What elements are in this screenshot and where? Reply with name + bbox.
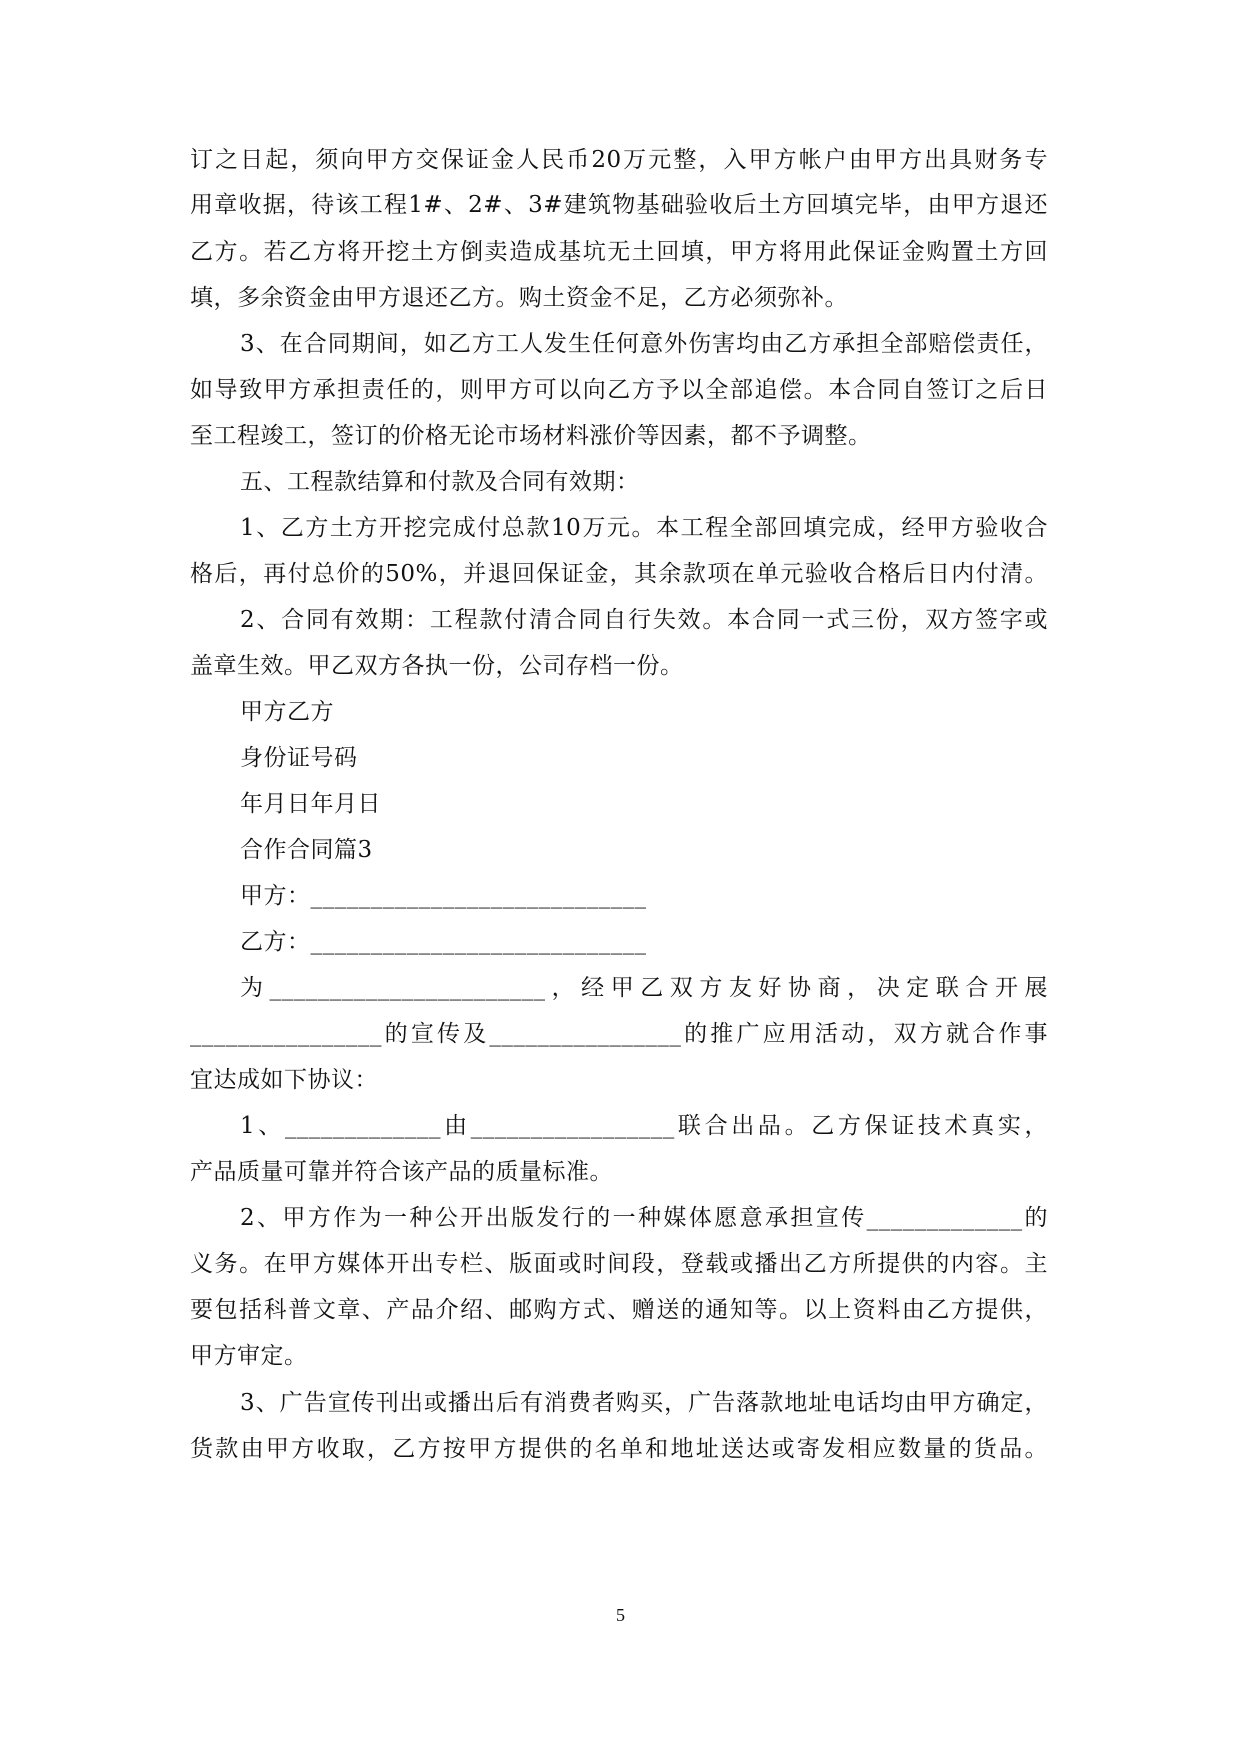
text-line: 为_______________________，经甲乙双方友好协商，决定联合开展 xyxy=(240,975,1048,1001)
text-line: 3、广告宣传刊出或播出后有消费者购买，广告落款地址电话均由甲方确定， xyxy=(240,1390,1048,1416)
text-line: 填，多余资金由甲方退还乙方。购土资金不足，乙方必须弥补。 xyxy=(190,285,848,311)
text-line: 义务。在甲方媒体开出专栏、版面或时间段，登载或播出乙方所提供的内容。主 xyxy=(190,1251,1048,1277)
text-line: 货款由甲方收取，乙方按甲方提供的名单和地址送达或寄发相应数量的货品。 xyxy=(190,1436,1048,1462)
party-a-line: 甲方：____________________________ xyxy=(240,883,647,909)
text-line: 格后，再付总价的50%，并退回保证金，其余款项在单元验收合格后日内付清。 xyxy=(190,561,1048,587)
text-line: 1、_____________由_________________联合出品。乙方保证技术真实， xyxy=(240,1113,1048,1139)
text-line: 3、在合同期间，如乙方工人发生任何意外伤害均由乙方承担全部赔偿责任， xyxy=(240,331,1048,357)
text-line: 用章收据，待该工程1#、2#、3#建筑物基础验收后土方回填完毕，由甲方退还 xyxy=(190,192,1048,218)
party-b-line: 乙方：____________________________ xyxy=(240,929,647,955)
text-line: ________________的宣传及________________的推广应用活动，双方就合作事 xyxy=(190,1021,1048,1047)
text-line: 2、甲方作为一种公开出版发行的一种媒体愿意承担宣传_____________的 xyxy=(240,1205,1048,1231)
text-line: 至工程竣工，签订的价格无论市场材料涨价等因素，都不予调整。 xyxy=(190,423,872,449)
date-label: 年月日年月日 xyxy=(240,791,381,817)
text-line: 订之日起，须向甲方交保证金人民币20万元整，入甲方帐户由甲方出具财务专 xyxy=(190,147,1048,173)
text-line: 宜达成如下协议： xyxy=(190,1067,378,1093)
page-number: 5 xyxy=(616,1605,625,1625)
text-line: 甲方审定。 xyxy=(190,1343,308,1369)
text-line: 1、乙方土方开挖完成付总款10万元。本工程全部回填完成，经甲方验收合 xyxy=(240,515,1048,541)
text-line: 如导致甲方承担责任的，则甲方可以向乙方予以全部追偿。本合同自签订之后日 xyxy=(190,377,1048,403)
contract-title: 合作合同篇3 xyxy=(240,837,373,863)
text-line: 盖章生效。甲乙双方各执一份，公司存档一份。 xyxy=(190,653,684,679)
id-number-label: 身份证号码 xyxy=(240,745,358,771)
text-line: 要包括科普文章、产品介绍、邮购方式、赠送的通知等。以上资料由乙方提供， xyxy=(190,1297,1048,1323)
text-line: 乙方。若乙方将开挖土方倒卖造成基坑无土回填，甲方将用此保证金购置土方回 xyxy=(190,239,1048,265)
signature-parties: 甲方乙方 xyxy=(240,699,334,725)
text-line: 产品质量可靠并符合该产品的质量标准。 xyxy=(190,1159,613,1185)
text-line: 2、合同有效期：工程款付清合同自行失效。本合同一式三份，双方签字或 xyxy=(240,607,1048,633)
section-heading: 五、工程款结算和付款及合同有效期： xyxy=(240,469,640,495)
